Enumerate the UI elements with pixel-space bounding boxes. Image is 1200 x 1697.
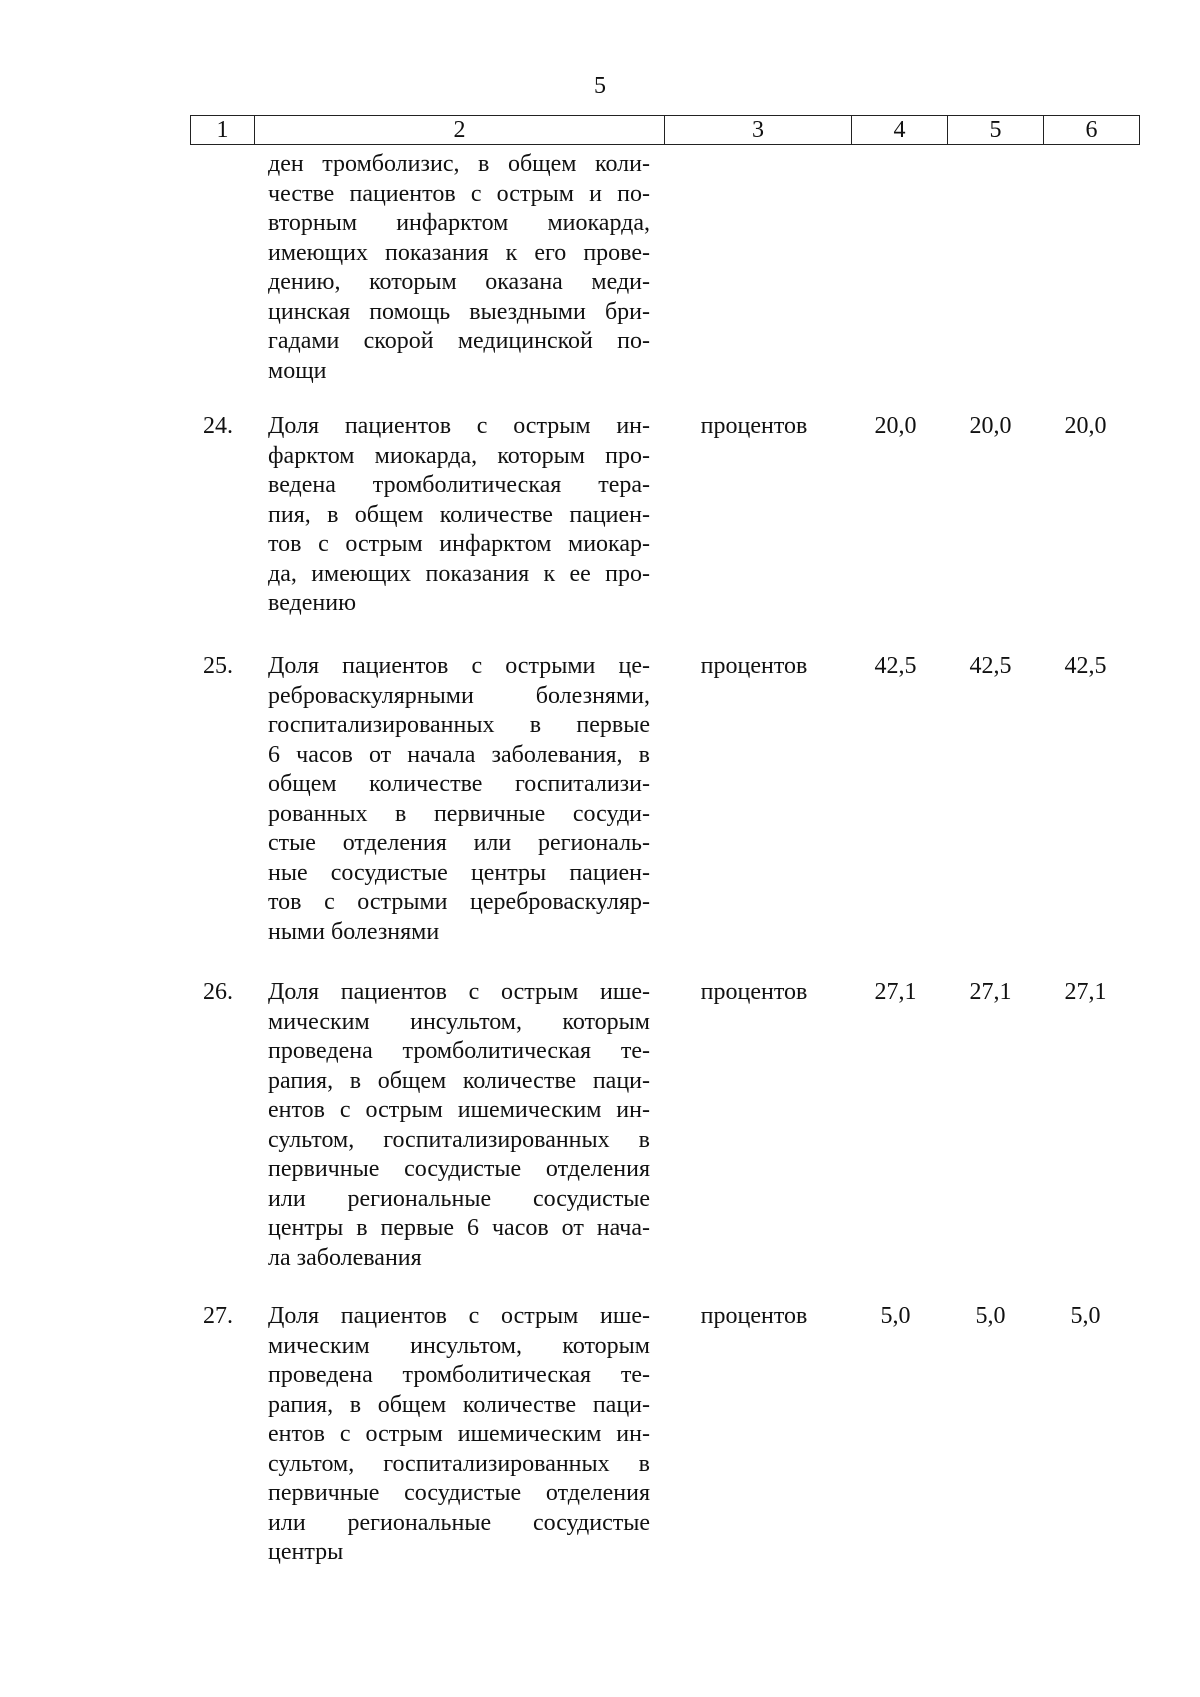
row-number: 24. <box>203 413 233 439</box>
text-line: ными болезнями <box>268 918 440 945</box>
column-header-5: 5 <box>948 116 1044 145</box>
text-line: проведена тромболитическая те- <box>268 1038 650 1064</box>
text-line: рованных в первичные сосуди- <box>268 800 650 827</box>
text-line: 6 часов от начала заболевания, в <box>268 741 650 768</box>
text-line: ла заболевания <box>268 1244 422 1271</box>
row-value-col4: 20,0 <box>874 413 917 439</box>
text-line: рапия, в общем количестве паци- <box>268 1067 650 1094</box>
page-number: 5 <box>594 73 606 99</box>
text-line: или региональные сосудистые <box>268 1185 650 1212</box>
text-line: сультом, госпитализированных в <box>268 1450 650 1477</box>
row-value-col6: 20,0 <box>1064 413 1107 439</box>
continuation-description <box>268 150 650 386</box>
row-unit: процентов <box>700 413 808 439</box>
row-value-col6: 42,5 <box>1064 653 1107 679</box>
text-line: ентов с острым ишемическим ин- <box>268 1097 650 1123</box>
row-unit: процентов <box>700 979 808 1005</box>
text-line: ден тромболизис, в общем коли- <box>268 151 650 177</box>
text-line: фарктом миокарда, которым про- <box>268 442 650 469</box>
text-line: сультом, госпитализированных в <box>268 1126 650 1153</box>
text-line: вторным инфарктом миокарда, <box>268 210 650 236</box>
text-line: проведена тромболитическая те- <box>268 1362 650 1388</box>
row-value-col5: 42,5 <box>969 653 1012 679</box>
row-value-col6: 27,1 <box>1064 979 1107 1005</box>
column-header-3: 3 <box>665 116 852 145</box>
text-line: тов с острым инфарктом миокар- <box>268 531 650 557</box>
row-description <box>268 412 650 619</box>
text-line: рапия, в общем количестве паци- <box>268 1391 650 1418</box>
row-value-col4: 42,5 <box>874 653 917 679</box>
text-line: цинская помощь выездными бри- <box>268 298 650 325</box>
text-line: ребровaскулярными болезнями, <box>268 682 650 709</box>
row-value-col5: 27,1 <box>969 979 1012 1005</box>
text-line: гадами скорой медицинской по- <box>268 328 650 354</box>
text-line: центры <box>268 1539 344 1565</box>
text-line: общем количестве госпитализи- <box>268 771 650 797</box>
row-number: 25. <box>203 653 233 679</box>
row-unit: процентов <box>700 1303 808 1329</box>
text-line: Доля пациентов с острыми це- <box>268 653 650 679</box>
row-number: 27. <box>203 1303 233 1329</box>
text-line: госпитализированных в первые <box>268 712 650 738</box>
column-header-1: 1 <box>191 116 255 145</box>
text-line: тов с острыми цереброваскуляр- <box>268 889 650 915</box>
text-line: мическим инсультом, которым <box>268 1008 650 1035</box>
text-line: или региональные сосудистые <box>268 1509 650 1536</box>
column-header-4: 4 <box>852 116 948 145</box>
text-line: центры в первые 6 часов от нача- <box>268 1215 650 1241</box>
text-line: первичные сосудистые отделения <box>268 1156 650 1182</box>
row-value-col4: 5,0 <box>880 1303 911 1329</box>
text-line: пия, в общем количестве пациен- <box>268 501 650 528</box>
text-line: имеющих показания к его прове- <box>268 239 650 266</box>
text-line: Доля пациентов с острым ин- <box>268 413 650 439</box>
row-number: 26. <box>203 979 233 1005</box>
column-header-2: 2 <box>255 116 665 145</box>
text-line: ные сосудистые центры пациен- <box>268 859 650 886</box>
text-line: дению, которым оказана меди- <box>268 269 650 295</box>
text-line: ведена тромболитическая тера- <box>268 472 650 498</box>
column-header-table <box>190 115 1140 145</box>
row-value-col6: 5,0 <box>1070 1303 1101 1329</box>
column-header-6: 6 <box>1044 116 1140 145</box>
row-unit: процентов <box>700 653 808 679</box>
text-line: мощи <box>268 357 327 384</box>
text-line: ентов с острым ишемическим ин- <box>268 1421 650 1447</box>
text-line: ведению <box>268 590 357 616</box>
column-header-row <box>191 116 1140 145</box>
text-line: Доля пациентов с острым ише- <box>268 1303 650 1329</box>
row-value-col4: 27,1 <box>874 979 917 1005</box>
text-line: честве пациентов с острым и по- <box>268 180 650 207</box>
row-description <box>268 1302 650 1568</box>
row-value-col5: 20,0 <box>969 413 1012 439</box>
text-line: Доля пациентов с острым ише- <box>268 979 650 1005</box>
text-line: стые отделения или региональ- <box>268 830 650 856</box>
text-line: мическим инсультом, которым <box>268 1332 650 1359</box>
row-description <box>268 652 650 947</box>
text-line: первичные сосудистые отделения <box>268 1480 650 1506</box>
row-description <box>268 978 650 1273</box>
row-value-col5: 5,0 <box>975 1303 1006 1329</box>
text-line: да, имеющих показания к ее про- <box>268 560 650 587</box>
